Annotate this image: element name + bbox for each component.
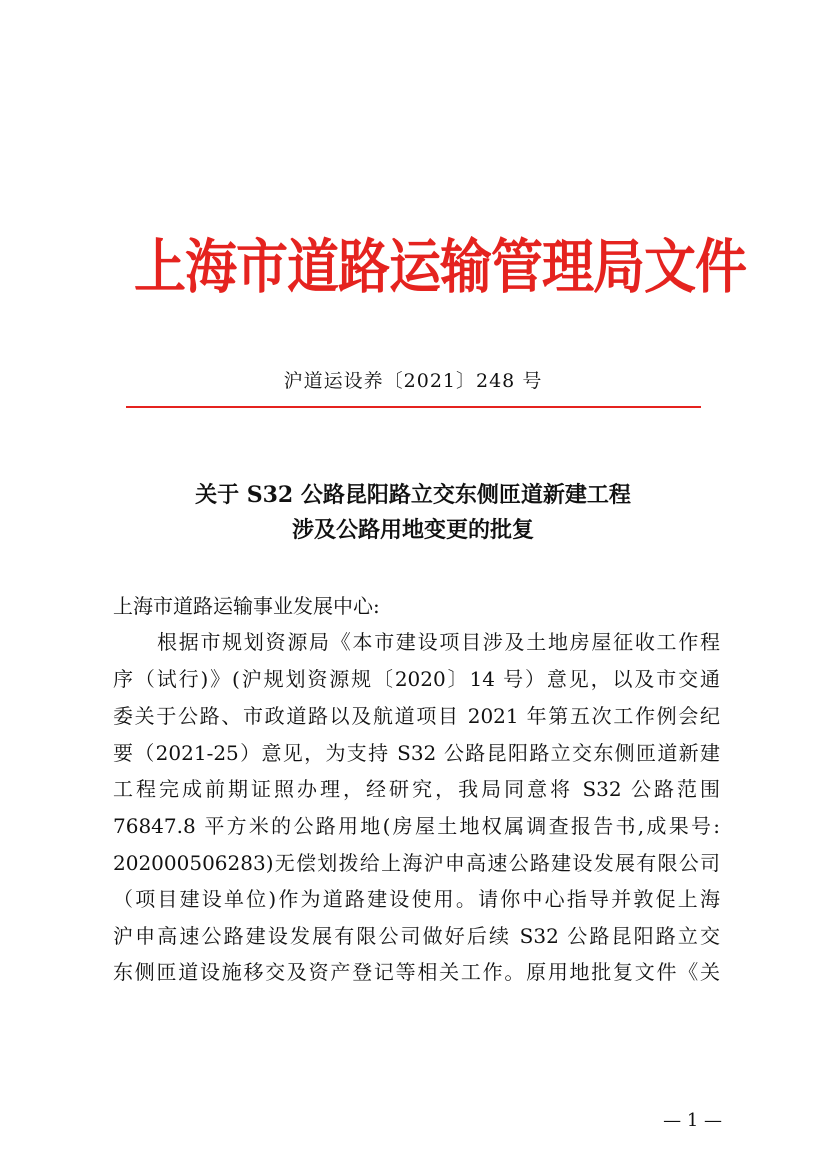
red-divider bbox=[126, 406, 701, 408]
body-line: 序（试行)》(沪规划资源规〔2020〕14 号）意见，以及市交通 bbox=[113, 667, 720, 691]
body-line: 东侧匝道设施移交及资产登记等相关工作。原用地批复文件《关 bbox=[113, 960, 720, 984]
headline-line-2: 涉及公路用地变更的批复 bbox=[291, 517, 534, 543]
document-number: 沪道运设养〔2021〕248 号 bbox=[283, 370, 543, 392]
body-line: 沪申高速公路建设发展有限公司做好后续 S32 公路昆阳路立交 bbox=[113, 924, 720, 948]
headline-line-1: 关于 S32 公路昆阳路立交东侧匝道新建工程 bbox=[195, 482, 631, 508]
body-line: 202000506283)无偿划拨给上海沪申高速公路建设发展有限公司 bbox=[113, 851, 720, 875]
page-number: — 1 — bbox=[663, 1110, 722, 1131]
body-line: 根据市规划资源局《本市建设项目涉及土地房屋征收工作程 bbox=[157, 630, 720, 654]
body-line: 工程完成前期证照办理，经研究，我局同意将 S32 公路范围 bbox=[113, 777, 720, 801]
body-line: （项目建设单位)作为道路建设使用。请你中心指导并敦促上海 bbox=[113, 887, 720, 911]
body-line: 76847.8 平方米的公路用地(房屋土地权属调查报告书,成果号: bbox=[113, 814, 720, 838]
body-line: 要（2021-25）意见，为支持 S32 公路昆阳路立交东侧匝道新建 bbox=[113, 741, 720, 765]
addressee: 上海市道路运输事业发展中心: bbox=[113, 594, 380, 618]
document-header-title: 上海市道路运输管理局文件 bbox=[134, 233, 747, 302]
body-line: 委关于公路、市政道路以及航道项目 2021 年第五次工作例会纪 bbox=[113, 704, 720, 728]
